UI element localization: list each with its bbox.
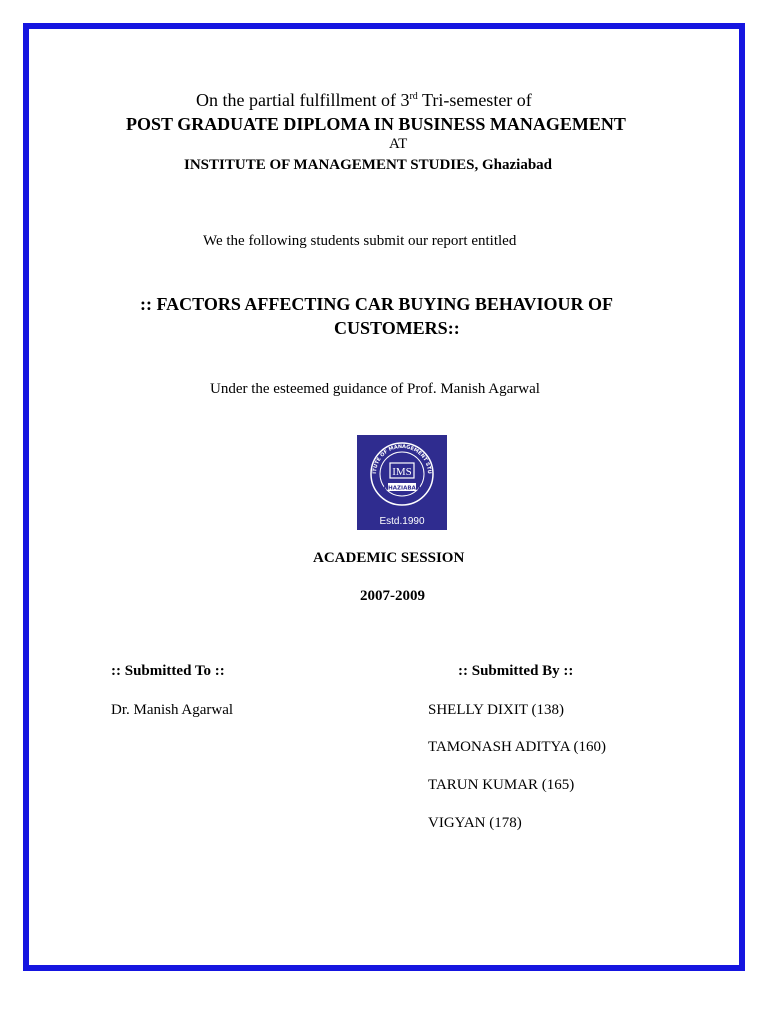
submitted-by-label: :: Submitted By :: — [458, 663, 574, 679]
academic-years: 2007-2009 — [360, 588, 425, 604]
ims-logo — [357, 435, 447, 530]
at-label: AT — [389, 136, 408, 152]
intro-text: We the following students submit our report entitled — [203, 233, 517, 249]
student-name: SHELLY DIXIT (138) — [428, 702, 564, 718]
submitted-to-name: Dr. Manish Agarwal — [111, 702, 234, 718]
program-name: POST GRADUATE DIPLOMA IN BUSINESS MANAGEMENT — [126, 114, 626, 134]
student-name: VIGYAN (178) — [428, 815, 522, 831]
institute-name: INSTITUTE OF MANAGEMENT STUDIES, Ghaziabad — [184, 157, 552, 173]
guidance-text: Under the esteemed guidance of Prof. Manish Agarwal — [210, 381, 540, 397]
logo-ring-text: ITUTE OF MANAGEMENT STU — [371, 443, 433, 475]
report-title-line2: CUSTOMERS:: — [334, 318, 460, 338]
logo-city: GHAZIABAD — [383, 485, 421, 492]
logo-estd: Estd.1990 — [379, 516, 425, 527]
submitted-to-label: :: Submitted To :: — [111, 663, 225, 679]
student-name: TARUN KUMAR (165) — [428, 777, 575, 793]
fulfillment-line: On the partial fulfillment of 3rd Tri-semester of — [196, 90, 532, 110]
report-title-line1: :: FACTORS AFFECTING CAR BUYING BEHAVIOUR OF — [140, 294, 614, 314]
student-name: TAMONASH ADITYA (160) — [428, 739, 606, 755]
academic-session-label: ACADEMIC SESSION — [313, 550, 465, 566]
logo-center-text: IMS — [392, 466, 412, 478]
